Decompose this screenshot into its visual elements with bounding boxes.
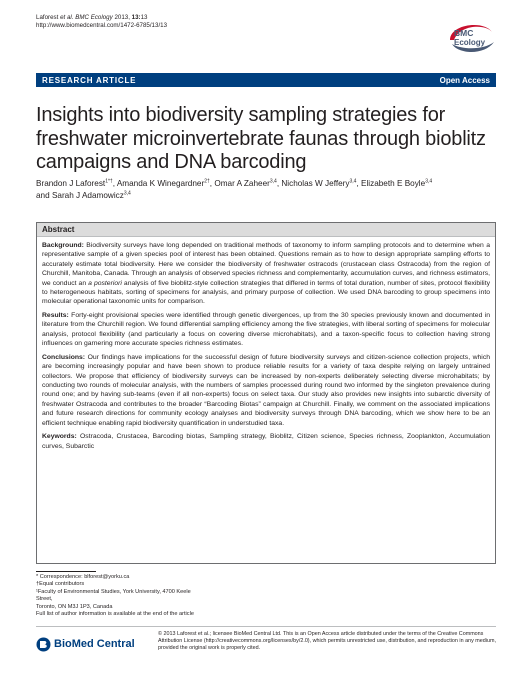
footnote-divider [36,571,96,572]
author-name: Elizabeth E Boyle [361,179,426,188]
citation-journal: BMC Ecology [75,14,113,21]
citation-volume: 13: [131,14,141,21]
journal-logo [438,14,496,58]
full-list-note: Full list of author information is available at the end of the article [36,611,194,618]
abstract-background [42,241,490,307]
author-name: Sarah J Adamowicz [51,191,124,200]
keywords-label: Keywords: [42,433,77,441]
abstract-results [42,311,490,349]
abstract-conclusions [42,353,490,428]
abstract-heading: Abstract [37,223,495,237]
biomed-central-mark-icon [36,637,51,652]
equal-contributors-note: †Equal contributors [36,581,85,588]
biomed-central-logo [36,636,136,654]
affiliation-note-cont: Toronto, ON M3J 1P3, Canada [36,603,113,610]
author-name: Omar A Zaheer [214,179,270,188]
abstract-box [36,222,496,564]
citation-etal: et al. [60,14,74,21]
keywords-text: Ostracoda, Crustacea, Barcoding biotas, Sampling strategy, Bioblitz, Citizen science, Species richness, Zooplankton, Accumulation curves, Subarctic [42,433,490,450]
citation-line [36,14,496,22]
author-affiliation: 3,4 [349,178,357,185]
author-name: Nicholas W Jeffery [281,179,350,188]
results-label: Results: [42,312,69,320]
author-list: Brandon J Laforest$^{1*\dagger}$, Amanda K Winegardner$^{2\dagger}$, Omar A Zaheer$^{3,4}$, Nicholas W Jeffery$^{3,4}$, Elizabeth E Boyle$^{3,4}$ and Sarah J Adamowicz$^{3,4}$ [36,178,433,200]
article-type-label: RESEARCH ARTICLE [42,75,137,85]
abstract-body [37,237,495,451]
author-affiliation: 3,4 [269,178,277,185]
open-access-label: Open Access [439,75,490,85]
results-text: Forty-eight provisional species were identified through genetic divergences, up from the 30 species previously known and documented in literature from the Churchill region. We found differential sampling efficiency among the five strategies, with liberal sorting of specimens for molecular analysis, protocol flexibility (and particularly a focus on covering diverse microhabitats), and a taxon-specific focus to collection having strong influences on garnering more accurate species richness estimates. [42,312,490,348]
author-affiliation: 3,4 [123,190,131,197]
author-affiliation: 3,4 [425,178,433,185]
article-title: Insights into biodiversity sampling strategies for freshwater microinvertebrate faunas through bioblitz campaigns and DNA barcoding [36,104,486,173]
background-text: Biodiversity surveys have long depended on traditional methods of taxonomy to inform sampling protocols and to determine when a representative sample of a given species pool of interest has been obtained. Questions remain as to how to design appropriate sampling efforts to accurately estimate total biodiversity. Here we consider the biodiversity of freshwater ostracods (crustacean class Ostracoda) from the region of Churchill, Manitoba, Canada. Through an analysis of observed species richness and complementarity, accumulation curves, and richness estimators, we conduct an [42,242,490,287]
conclusions-label: Conclusions: [42,353,86,361]
citation-authors: Laforest [36,14,61,21]
affiliation-note: ¹Faculty of Environmental Studies, York University, 4700 Keele Street, [36,588,191,603]
author-name: Brandon J Laforest [36,179,106,188]
author-affiliation: 1*† [105,178,113,185]
citation-year: 2013, [112,14,132,21]
correspondence-note[interactable]: * Correspondence: blforest@yorku.ca [36,574,130,580]
journal-logo-line1: BMC [454,28,474,38]
biomed-central-wordmark: BioMed Central [54,638,135,650]
author-affiliation: 2† [204,178,210,185]
article-url[interactable]: http://www.biomedcentral.com/1472-6785/13/13 [36,22,168,29]
background-label: Background: [42,242,84,249]
background-text-end: analysis of five bioblitz-style collection strategies that differed in terms of total duration, number of sites, protocol flexibility to heterogeneous habitats, sorting of specimens for analysis, and primary purpose of collection. We used DNA barcoding to group specimens into molecular operational taxonomic units for comparison. [42,279,490,306]
background-italic: a posteriori [88,279,122,287]
citation-article: 13 [140,14,148,21]
article-type-banner [36,73,496,87]
license-text: © 2013 Laforest et al.; licensee BioMed Central Ltd. This is an Open Access article distributed under the terms of the Creative Commons Attribution License (http://creativecommons.org/licenses/by/2.0), which permits unrestricted use, distribution, and reproduction in any medium, provided the original work is properly cited. [158,631,496,652]
conclusions-text: Our findings have implications for the successful design of future biodiversity surveys and citizen-science collection projects, which are becoming increasingly popular and have been shown to produce reliable results for a variety of taxa despite relying on largely untrained collectors. We propose that efficiency of biodiversity surveys can be increased by non-experts deliberately selecting diverse microhabitats; by conducting two rounds of molecular analysis, with the numbers of samples processed during round two informed by the singleton prevalence during round one; and by having sub-teams (even if all non-experts) focus on select taxa. Our study also provides new insights into subarctic diversity of freshwater Ostracoda and contributes to the broader “Barcoding Biotas” campaign at Churchill. Finally, we comment on the associated implications and future research directions for community ecology analyses and biodiversity surveys through DNA barcoding, which we show here to be an efficient technique enabling rapid biodiversity quantification in understudied taxa. [42,353,490,427]
abstract-keywords [42,432,490,451]
author-name: Amanda K Winegardner [116,179,205,188]
page-header [36,14,496,54]
footnotes [36,574,196,618]
page-footer [36,626,496,666]
journal-logo-line2: Ecology [454,38,486,47]
